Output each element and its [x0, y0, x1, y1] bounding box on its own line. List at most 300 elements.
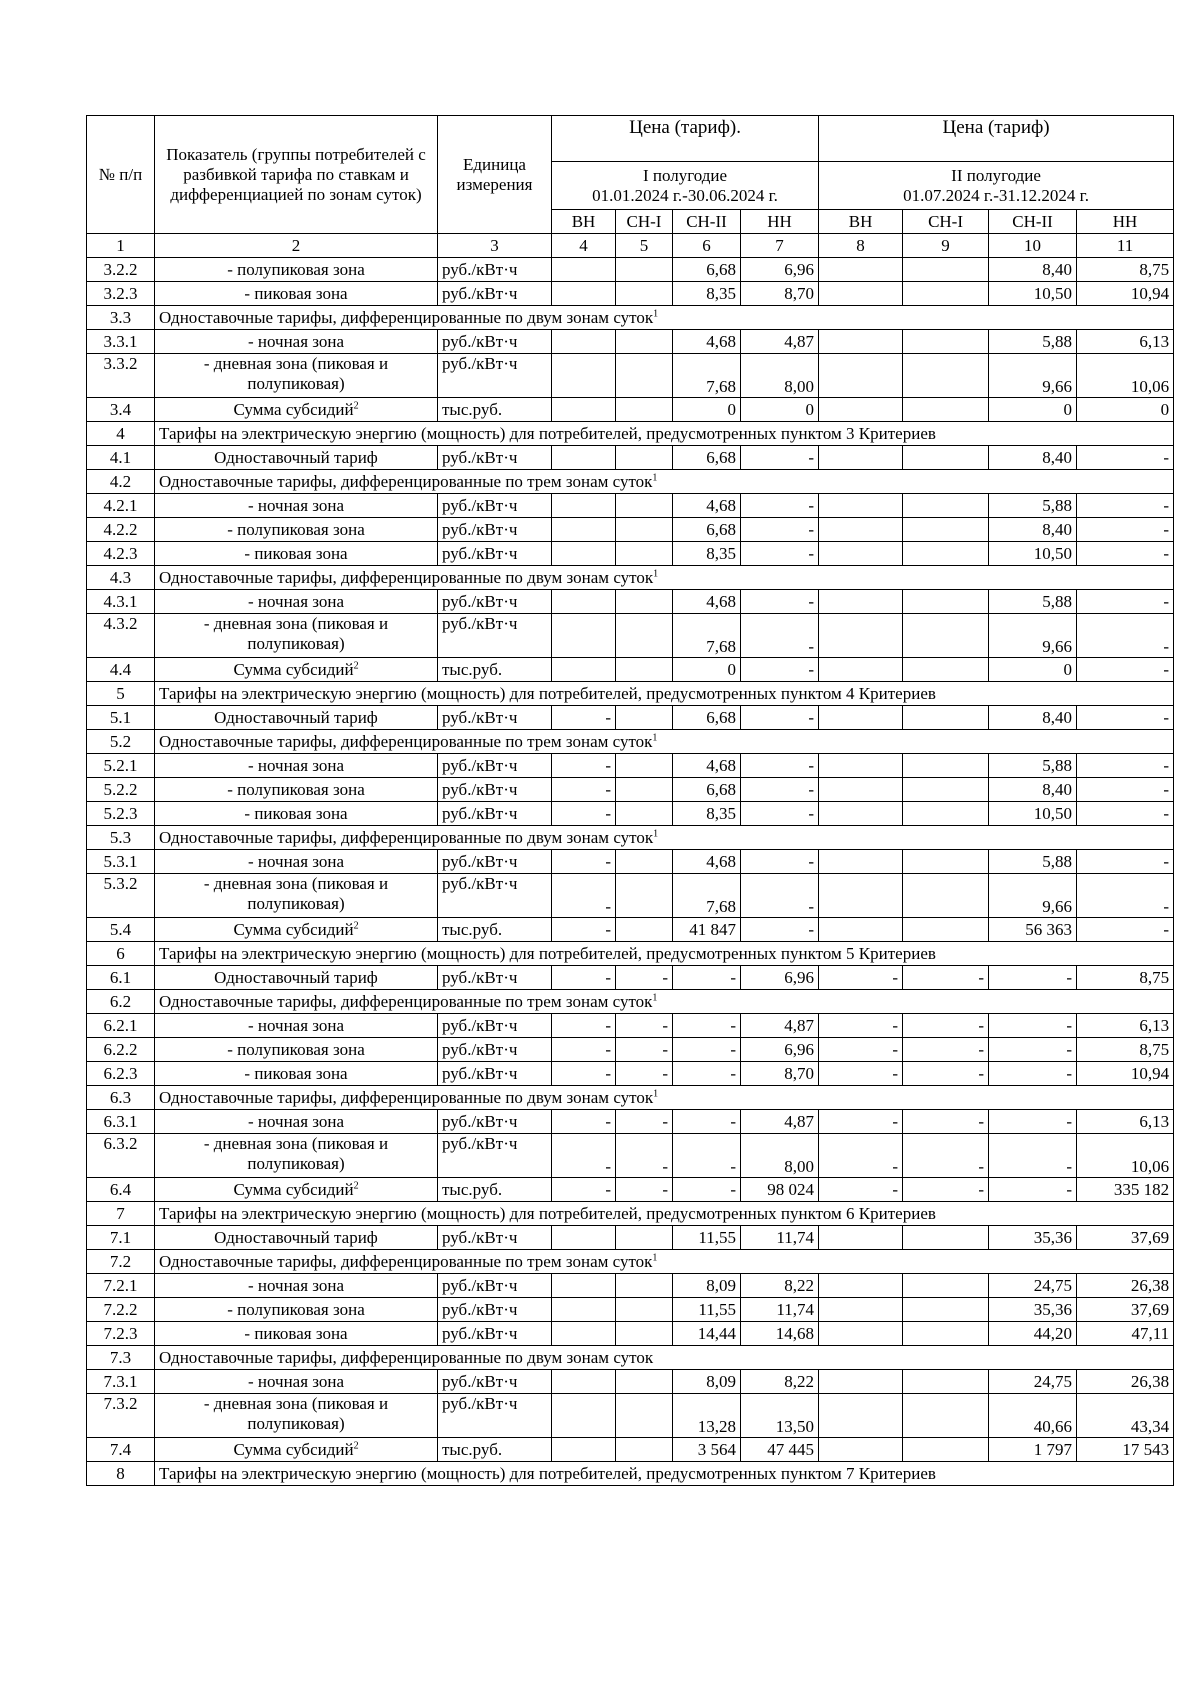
- value-cell: 9,66: [989, 874, 1077, 918]
- indicator-name: [155, 494, 438, 518]
- value-cell: [616, 1322, 673, 1346]
- section-title-text: Тарифы на электрическую энергию (мощность) для потребителей, предусмотренных пунктом 3 Критериев: [159, 423, 936, 443]
- value-cell: -: [616, 1134, 673, 1178]
- value-cell: [616, 754, 673, 778]
- value-cell: [616, 494, 673, 518]
- value-cell: [819, 518, 903, 542]
- value-cell: [616, 778, 673, 802]
- table-row: [87, 706, 1174, 730]
- section-title-text: Одноставочные тарифы, дифференцированные по трем зонам суток: [159, 991, 653, 1011]
- section-title: [155, 1202, 1174, 1226]
- value-cell: -: [903, 1038, 989, 1062]
- value-cell: -: [741, 494, 819, 518]
- unit-cell: тыс.руб.: [438, 918, 552, 942]
- indicator-name-text: - пиковая зона: [244, 1323, 348, 1343]
- row-number: 6.3.1: [87, 1110, 155, 1134]
- section-title: [155, 1462, 1174, 1486]
- value-cell: -: [552, 1178, 616, 1202]
- price-header-h2: Цена (тариф): [819, 116, 1174, 162]
- row-number: 4.4: [87, 658, 155, 682]
- value-cell: [616, 446, 673, 470]
- table-row: [87, 1226, 1174, 1250]
- row-number: 7.1: [87, 1226, 155, 1250]
- value-cell: [903, 330, 989, 354]
- row-number: 6.2.2: [87, 1038, 155, 1062]
- indicator-name-text: - ночная зона: [247, 851, 345, 871]
- indicator-name-text: - полупиковая зона: [227, 259, 365, 279]
- value-cell: 7,68: [673, 874, 741, 918]
- table-row: [87, 398, 1174, 422]
- value-cell: [616, 874, 673, 918]
- section-title: [155, 730, 1174, 754]
- value-cell: [819, 1394, 903, 1438]
- value-cell: 24,75: [989, 1274, 1077, 1298]
- indicator-name: [155, 966, 438, 990]
- value-cell: [616, 398, 673, 422]
- column-number: 10: [989, 234, 1077, 258]
- indicator-name-text: - ночная зона: [247, 1275, 345, 1295]
- level-header: НН: [1077, 210, 1174, 234]
- section-title: [155, 990, 1174, 1014]
- table-row: [87, 1178, 1174, 1202]
- value-cell: -: [1077, 918, 1174, 942]
- column-number: 9: [903, 234, 989, 258]
- value-cell: -: [1077, 518, 1174, 542]
- indicator-name: [155, 1226, 438, 1250]
- table-row: [87, 446, 1174, 470]
- value-cell: [819, 1274, 903, 1298]
- value-cell: 6,96: [741, 1038, 819, 1062]
- value-cell: 5,88: [989, 330, 1077, 354]
- unit-cell: руб./кВт·ч: [438, 1298, 552, 1322]
- row-number: 5.3.2: [87, 874, 155, 918]
- footnote-mark: 1: [653, 827, 659, 839]
- value-cell: -: [552, 1134, 616, 1178]
- level-header: ВН: [819, 210, 903, 234]
- value-cell: -: [552, 778, 616, 802]
- indicator-name: [155, 1110, 438, 1134]
- value-cell: 40,66: [989, 1394, 1077, 1438]
- unit-cell: руб./кВт·ч: [438, 330, 552, 354]
- unit-cell: руб./кВт·ч: [438, 1370, 552, 1394]
- indicator-name-text: - ночная зона: [247, 591, 345, 611]
- value-cell: [903, 446, 989, 470]
- value-cell: [819, 398, 903, 422]
- unit-cell: руб./кВт·ч: [438, 1322, 552, 1346]
- half1-dates: 01.01.2024 г.-30.06.2024 г.: [592, 185, 778, 205]
- value-cell: [819, 354, 903, 398]
- indicator-name: [155, 1274, 438, 1298]
- unit-cell: руб./кВт·ч: [438, 754, 552, 778]
- value-cell: [552, 542, 616, 566]
- value-cell: 11,74: [741, 1226, 819, 1250]
- value-cell: 9,66: [989, 354, 1077, 398]
- unit-cell: тыс.руб.: [438, 658, 552, 682]
- unit-cell: руб./кВт·ч: [438, 446, 552, 470]
- section-row: [87, 470, 1174, 494]
- value-cell: -: [1077, 494, 1174, 518]
- indicator-name-text: Одноставочный тариф: [214, 447, 378, 467]
- value-cell: [552, 446, 616, 470]
- value-cell: [819, 282, 903, 306]
- value-cell: -: [673, 1178, 741, 1202]
- table-row: [87, 1134, 1174, 1178]
- value-cell: -: [552, 966, 616, 990]
- column-number: 1: [87, 234, 155, 258]
- indicator-name: [155, 398, 438, 422]
- row-number: 7.3.1: [87, 1370, 155, 1394]
- unit-cell: руб./кВт·ч: [438, 354, 552, 398]
- value-cell: [903, 1394, 989, 1438]
- footnote-mark: 2: [353, 1179, 359, 1191]
- value-cell: 6,68: [673, 518, 741, 542]
- indicator-name: [155, 590, 438, 614]
- value-cell: 6,13: [1077, 330, 1174, 354]
- table-row: [87, 1298, 1174, 1322]
- section-title-text: Одноставочные тарифы, дифференцированные по двум зонам суток: [159, 307, 654, 327]
- indicator-name: [155, 778, 438, 802]
- value-cell: 4,87: [741, 1110, 819, 1134]
- table-row: [87, 354, 1174, 398]
- footnote-mark: 2: [353, 919, 359, 931]
- value-cell: -: [989, 1014, 1077, 1038]
- section-title: [155, 566, 1174, 590]
- column-number: 11: [1077, 234, 1174, 258]
- section-title-text: Одноставочные тарифы, дифференцированные по трем зонам суток: [159, 1251, 653, 1271]
- value-cell: [616, 802, 673, 826]
- value-cell: [616, 542, 673, 566]
- unit-cell: руб./кВт·ч: [438, 850, 552, 874]
- value-cell: 43,34: [1077, 1394, 1174, 1438]
- value-cell: 56 363: [989, 918, 1077, 942]
- value-cell: 14,68: [741, 1322, 819, 1346]
- column-number: 8: [819, 234, 903, 258]
- value-cell: [552, 1226, 616, 1250]
- indicator-name: [155, 518, 438, 542]
- section-row: [87, 306, 1174, 330]
- table-row: [87, 518, 1174, 542]
- value-cell: 11,74: [741, 1298, 819, 1322]
- value-cell: -: [741, 614, 819, 658]
- level-header: НН: [741, 210, 819, 234]
- column-number: 3: [438, 234, 552, 258]
- value-cell: -: [1077, 778, 1174, 802]
- indicator-name-text: - дневная зона (пиковая и полупиковая): [203, 614, 389, 653]
- value-cell: -: [552, 1014, 616, 1038]
- value-cell: [616, 1370, 673, 1394]
- value-cell: 41 847: [673, 918, 741, 942]
- section-row: [87, 1086, 1174, 1110]
- unit-cell: тыс.руб.: [438, 1178, 552, 1202]
- table-row: [87, 802, 1174, 826]
- value-cell: [819, 1298, 903, 1322]
- row-number: 7.4: [87, 1438, 155, 1462]
- unit-cell: тыс.руб.: [438, 1438, 552, 1462]
- value-cell: 26,38: [1077, 1370, 1174, 1394]
- value-cell: [903, 1274, 989, 1298]
- row-number: 5.4: [87, 918, 155, 942]
- row-number: 6.4: [87, 1178, 155, 1202]
- row-number: 5: [87, 682, 155, 706]
- value-cell: -: [1077, 446, 1174, 470]
- table-row: [87, 1394, 1174, 1438]
- row-number: 8: [87, 1462, 155, 1486]
- indicator-name: [155, 542, 438, 566]
- value-cell: 4,87: [741, 1014, 819, 1038]
- section-title-text: Тарифы на электрическую энергию (мощность) для потребителей, предусмотренных пунктом 7 Критериев: [159, 1463, 936, 1483]
- value-cell: 8,40: [989, 706, 1077, 730]
- column-number: 5: [616, 234, 673, 258]
- indicator-name: [155, 658, 438, 682]
- value-cell: 8,75: [1077, 1038, 1174, 1062]
- row-number: 3.2.3: [87, 282, 155, 306]
- unit-cell: руб./кВт·ч: [438, 494, 552, 518]
- indicator-name-text: - пиковая зона: [244, 803, 348, 823]
- value-cell: 4,68: [673, 754, 741, 778]
- value-cell: [903, 874, 989, 918]
- row-number: 5.2.1: [87, 754, 155, 778]
- table-row: [87, 754, 1174, 778]
- row-number: 3.2.2: [87, 258, 155, 282]
- indicator-name: [155, 1134, 438, 1178]
- row-number: 4.2.3: [87, 542, 155, 566]
- row-number: 4.3: [87, 566, 155, 590]
- value-cell: 0: [741, 398, 819, 422]
- value-cell: [552, 518, 616, 542]
- value-cell: [903, 614, 989, 658]
- indicator-name-text: Одноставочный тариф: [214, 1227, 378, 1247]
- value-cell: 8,40: [989, 778, 1077, 802]
- table-row: [87, 966, 1174, 990]
- value-cell: -: [741, 874, 819, 918]
- value-cell: -: [616, 1178, 673, 1202]
- value-cell: -: [903, 1062, 989, 1086]
- indicator-name: [155, 874, 438, 918]
- value-cell: -: [1077, 850, 1174, 874]
- value-cell: -: [819, 1062, 903, 1086]
- value-cell: [903, 754, 989, 778]
- value-cell: 5,88: [989, 754, 1077, 778]
- value-cell: -: [552, 1110, 616, 1134]
- indicator-name-text: - дневная зона (пиковая и полупиковая): [203, 354, 389, 393]
- value-cell: 1 797: [989, 1438, 1077, 1462]
- row-number: 4.1: [87, 446, 155, 470]
- value-cell: 8,22: [741, 1274, 819, 1298]
- indicator-name: [155, 850, 438, 874]
- value-cell: [819, 1438, 903, 1462]
- value-cell: [819, 1226, 903, 1250]
- value-cell: -: [552, 754, 616, 778]
- value-cell: [616, 1298, 673, 1322]
- value-cell: 10,94: [1077, 282, 1174, 306]
- value-cell: [616, 330, 673, 354]
- row-number: 6.3.2: [87, 1134, 155, 1178]
- value-cell: [903, 518, 989, 542]
- indicator-name-text: - пиковая зона: [244, 543, 348, 563]
- value-cell: 8,35: [673, 282, 741, 306]
- value-cell: -: [903, 1110, 989, 1134]
- value-cell: [552, 1274, 616, 1298]
- indicator-name: [155, 706, 438, 730]
- value-cell: 13,50: [741, 1394, 819, 1438]
- value-cell: 8,40: [989, 518, 1077, 542]
- value-cell: -: [989, 1134, 1077, 1178]
- indicator-name-text: - ночная зона: [247, 1111, 345, 1131]
- indicator-name: [155, 330, 438, 354]
- section-title-text: Одноставочные тарифы, дифференцированные по двум зонам суток: [159, 827, 654, 847]
- table-row: [87, 778, 1174, 802]
- value-cell: -: [819, 1110, 903, 1134]
- unit-cell: руб./кВт·ч: [438, 1110, 552, 1134]
- value-cell: 24,75: [989, 1370, 1077, 1394]
- unit-cell: руб./кВт·ч: [438, 1062, 552, 1086]
- indicator-name-text: Сумма субсидий: [233, 1179, 354, 1199]
- value-cell: 6,13: [1077, 1110, 1174, 1134]
- value-cell: 6,96: [741, 258, 819, 282]
- value-cell: -: [1077, 754, 1174, 778]
- table-row: [87, 590, 1174, 614]
- value-cell: [616, 918, 673, 942]
- section-row: [87, 566, 1174, 590]
- value-cell: [903, 850, 989, 874]
- value-cell: [819, 918, 903, 942]
- indicator-name-text: - дневная зона (пиковая и полупиковая): [203, 1394, 389, 1433]
- table-row: [87, 918, 1174, 942]
- half2-label: II полугодие: [951, 165, 1041, 185]
- row-number: 4.2: [87, 470, 155, 494]
- section-title: [155, 306, 1174, 330]
- section-row: [87, 1202, 1174, 1226]
- value-cell: -: [673, 1038, 741, 1062]
- indicator-name: [155, 1438, 438, 1462]
- footnote-mark: 1: [653, 1087, 659, 1099]
- half2-header: [819, 162, 1174, 210]
- section-title: [155, 942, 1174, 966]
- row-number: 5.3.1: [87, 850, 155, 874]
- indicator-name: [155, 446, 438, 470]
- section-row: [87, 1250, 1174, 1274]
- table-row: [87, 1274, 1174, 1298]
- table-header: [87, 116, 1174, 258]
- indicator-name-text: Одноставочный тариф: [214, 707, 378, 727]
- value-cell: -: [819, 1038, 903, 1062]
- row-number: 7.2.2: [87, 1298, 155, 1322]
- num-header: № п/п: [87, 116, 155, 234]
- row-number: 7.2: [87, 1250, 155, 1274]
- value-cell: -: [741, 918, 819, 942]
- value-cell: [903, 918, 989, 942]
- value-cell: 9,66: [989, 614, 1077, 658]
- indicator-name: [155, 1062, 438, 1086]
- value-cell: [819, 754, 903, 778]
- value-cell: [819, 1370, 903, 1394]
- value-cell: 8,00: [741, 354, 819, 398]
- value-cell: 35,36: [989, 1298, 1077, 1322]
- section-row: [87, 826, 1174, 850]
- value-cell: [552, 658, 616, 682]
- value-cell: 5,88: [989, 850, 1077, 874]
- value-cell: [903, 590, 989, 614]
- table-body: [87, 258, 1174, 1486]
- row-number: 3.3: [87, 306, 155, 330]
- value-cell: [552, 590, 616, 614]
- row-number: 4.3.1: [87, 590, 155, 614]
- value-cell: [903, 1322, 989, 1346]
- value-cell: 3 564: [673, 1438, 741, 1462]
- row-number: 5.2.2: [87, 778, 155, 802]
- row-number: 3.3.1: [87, 330, 155, 354]
- value-cell: -: [741, 802, 819, 826]
- indicator-name-text: - пиковая зона: [244, 283, 348, 303]
- value-cell: [552, 398, 616, 422]
- indicator-name: [155, 282, 438, 306]
- value-cell: -: [741, 446, 819, 470]
- indicator-name-text: - дневная зона (пиковая и полупиковая): [203, 874, 389, 913]
- value-cell: [903, 658, 989, 682]
- section-title-text: Тарифы на электрическую энергию (мощность) для потребителей, предусмотренных пунктом 5 Критериев: [159, 943, 936, 963]
- value-cell: 0: [673, 658, 741, 682]
- value-cell: -: [741, 850, 819, 874]
- table-row: [87, 1110, 1174, 1134]
- value-cell: -: [616, 1110, 673, 1134]
- level-header: СН-I: [616, 210, 673, 234]
- column-number: 2: [155, 234, 438, 258]
- value-cell: 4,68: [673, 330, 741, 354]
- value-cell: 4,68: [673, 850, 741, 874]
- indicator-header: Показатель (группы потребителей с разбивкой тарифа по ставкам и дифференциацией по зонам суток): [155, 116, 438, 234]
- section-title-text: Тарифы на электрическую энергию (мощность) для потребителей, предусмотренных пунктом 4 Критериев: [159, 683, 936, 703]
- table-row: [87, 1322, 1174, 1346]
- value-cell: 35,36: [989, 1226, 1077, 1250]
- value-cell: 0: [673, 398, 741, 422]
- row-number: 5.1: [87, 706, 155, 730]
- value-cell: [819, 658, 903, 682]
- indicator-name-text: Сумма субсидий: [233, 919, 354, 939]
- value-cell: [616, 258, 673, 282]
- value-cell: 13,28: [673, 1394, 741, 1438]
- unit-cell: руб./кВт·ч: [438, 874, 552, 918]
- value-cell: -: [1077, 706, 1174, 730]
- tariff-document: [86, 115, 1173, 1486]
- table-row: [87, 494, 1174, 518]
- value-cell: -: [673, 1062, 741, 1086]
- indicator-name-text: - полупиковая зона: [227, 1299, 365, 1319]
- value-cell: 8,75: [1077, 258, 1174, 282]
- value-cell: [552, 614, 616, 658]
- row-number: 3.3.2: [87, 354, 155, 398]
- value-cell: [616, 1274, 673, 1298]
- value-cell: 4,68: [673, 590, 741, 614]
- value-cell: -: [819, 1178, 903, 1202]
- value-cell: -: [989, 1178, 1077, 1202]
- column-number: 7: [741, 234, 819, 258]
- price-header-h1: Цена (тариф).: [552, 116, 819, 162]
- section-row: [87, 990, 1174, 1014]
- value-cell: 8,75: [1077, 966, 1174, 990]
- value-cell: [616, 1226, 673, 1250]
- value-cell: [819, 874, 903, 918]
- indicator-name: [155, 1178, 438, 1202]
- value-cell: 0: [989, 398, 1077, 422]
- value-cell: [616, 518, 673, 542]
- value-cell: [819, 330, 903, 354]
- value-cell: -: [552, 918, 616, 942]
- value-cell: 10,50: [989, 282, 1077, 306]
- row-number: 6.2.3: [87, 1062, 155, 1086]
- footnote-mark: 1: [652, 731, 658, 743]
- value-cell: [552, 282, 616, 306]
- value-cell: -: [741, 542, 819, 566]
